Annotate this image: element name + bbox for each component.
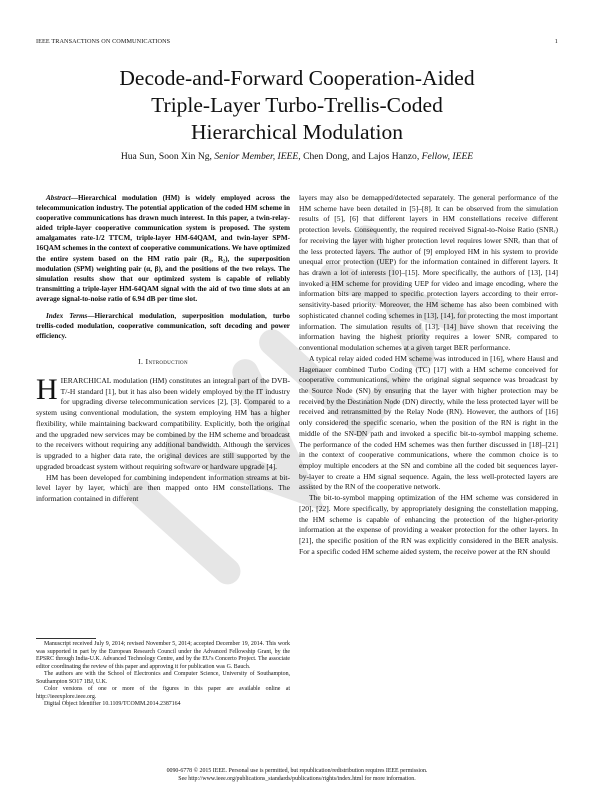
author-group-1: Hua Sun, Soon Xin Ng, (120, 151, 215, 162)
author-membership-2: Fellow, IEEE (421, 151, 474, 162)
drop-cap: H (36, 373, 58, 407)
footnote-affiliation: The authors are with the School of Electronics and Computer Science, University of Southampton, Southampton SO17 1BJ, U.K. (36, 671, 290, 685)
body-paragraph-3: The bit-to-symbol mapping optimization of the HM scheme was considered in [20], [22]. More specifically, by appropriately designing the constellation mapping, the HM scheme is capable of enhancing the protection of the higher-priority information at the expense of providing a weaker protection for the other layers. In [21], the specific position of the RN was explicitly considered in the BER analysis. For a specific coded HM scheme aided system, the receive power at the RN should (299, 493, 558, 556)
copyright-notice (36, 768, 558, 783)
title-line-1: Decode-and-Forward Cooperation-Aided (119, 66, 475, 90)
index-terms-label: Index Terms (46, 312, 88, 321)
intro-paragraph-1 (36, 373, 290, 472)
section-heading-introduction (36, 357, 290, 368)
title-line-3: Hierarchical Modulation (191, 120, 403, 144)
section-number: I. (138, 357, 146, 367)
intro-paragraph-1-text: IERARCHICAL modulation (HM) constitutes an integral part of the DVB-T/-H standard [1], but it has also been widely employed by the IT industry for upgrading diverse telecommunication services [2], [3]. Compared to a system using conventional modulation, the system employing HM has a higher flexibility, while maintaining backward compatibility. Explicitly, both the original and the upgraded new services may be combined by the HM scheme and broadcast to the receivers without requiring any additional bandwidth. Although the services is upgraded to a higher data rate, the original devices are still supported by the upgraded broadcast system without requiring software or hardware upgrade [4]. (36, 376, 290, 471)
page-number: 1 (554, 38, 558, 45)
body-paragraph-2: A typical relay aided coded HM scheme was introduced in [16], where Hausl and Hagenauer combined Turbo Coding (TC) [17] with a HM scheme conceived for cooperative communications, where the original signal sequence was broadcast by the Source Node (SN) by ensuring that the layer with higher protection may be received by the Destination Node (DN) directly, while the less protected layer will be received and retransmitted by the Relay Node (RN). However, the authors of [16] only considered the specific scenario, when the position of the RN is right in the middle of the SN-DN path and invoked a specific bit-to-symbol mapping scheme. The performance of the coded HM schemes was then further discussed in [18]–[21] in the context of cooperative communications, where the common choice is to employ multiple encoders at the SN and combine all the coded bit sequences layer-by-layer to create a HM signal sequence. Again, the less well-protected layers are assisted by the RN of the cooperative network. (299, 353, 558, 492)
footnotes (36, 641, 290, 709)
paper-title (40, 65, 554, 146)
left-column (36, 193, 290, 505)
abstract (36, 193, 290, 304)
intro-paragraph-2: HM has been developed for combining independent information streams at bit-level layer by layer, which are then mapped onto HM constellations. The information contained in different (36, 472, 290, 503)
author-group-2: , Chen Dong, and Lajos Hanzo, (298, 151, 422, 162)
copyright-line-1: 0090-6778 © 2015 IEEE. Personal use is permitted, but republication/redistribution requires IEEE permission. (166, 768, 428, 774)
body-paragraph-1: layers may also be demapped/detected separately. The general performance of the HM scheme have been detailed in [5]–[8]. It can be observed from the simulation results of [5], [6] that different layers in HM constellations receive different protection levels. Consequently, the required received Signal-to-Noise Ratio (SNRᵣ) for receiving the layer with higher protection level requires lower SNRᵣ than that of the less protected layers. The author of [9] employed HM in his system to provide unequal error protection (UEP) for the information contained in different layers. It has drawn a lot of interests [10]–[15]. More specifically, the authors of [13], [14] invoked a HM scheme for providing UEP for video and image encoding, where the information bits are mapped to specific protection layers according to their error-sensitivity-based priority. Moreover, the HM scheme has also been combined with sophisticated channel coding schemes in [13], [14], for protecting the most important information. The simulation results of [13], [14] have shown that receiving the information having the highest priority requires a lower SNRᵣ compared to conventional modulation schemes at a given target BER performance. (299, 193, 558, 353)
abstract-label: Abstract (46, 194, 71, 202)
footnote-divider (36, 638, 96, 639)
footnote-doi: Digital Object Identifier 10.1109/TCOMM.2014.2387164 (44, 701, 181, 707)
abstract-text: —Hierarchical modulation (HM) is widely employed across the telecommunication industry. The potential application of the coded HM scheme in cooperative communications has drawn much interest. In this paper, a twin-relay-aided triple-layer cooperative communication system is proposed. The system amalgamates rate-1/2 TTCM, triple-layer HM-64QAM, and twin-layer SPM-16QAM schemes in the context of cooperative communications. We have optimized the entire system based on the HM ratio pair (R₁, R₂), the superposition modulation (SPM) weighting pair (α, β), and the positions of the two relays. The simulation results show that our optimized system is capable of reliably transmitting a triple-layer HM-64QAM signal with the aid of two time slots at an average signal-to-noise ratio of 6.94 dB per time slot. (36, 194, 290, 303)
running-head (36, 38, 558, 48)
author-list (40, 151, 554, 162)
footnote-color-versions: Color versions of one or more of the figures in this paper are available online at http://ieeexplore.ieee.org. (36, 686, 290, 700)
author-membership-1: Senior Member, IEEE (214, 151, 299, 162)
index-terms-text: —Hierarchical modulation, superposition modulation, turbo trellis-coded modulation, cooperative communication, soft decoding and power efficiency. (36, 312, 291, 341)
index-terms (36, 311, 290, 341)
title-line-2: Triple-Layer Turbo-Trellis-Coded (151, 93, 443, 117)
journal-name: IEEE TRANSACTIONS ON COMMUNICATIONS (36, 38, 171, 45)
right-column (299, 193, 558, 557)
footnote-manuscript: Manuscript received July 9, 2014; revised November 5, 2014; accepted December 19, 2014. This work was supported in part by the European Research Council under the Advanced Fellowship Grant, by the EPSRC through India-U.K. Advanced Technology Centre, and by the EU's Concerto Project. The associate editor coordinating the review of this paper and approving it for publication was G. Bauch. (36, 641, 290, 670)
section-title: Introduction (145, 357, 188, 367)
copyright-line-2: See http://www.ieee.org/publications_standards/publications/rights/index.html for more information. (178, 775, 416, 782)
